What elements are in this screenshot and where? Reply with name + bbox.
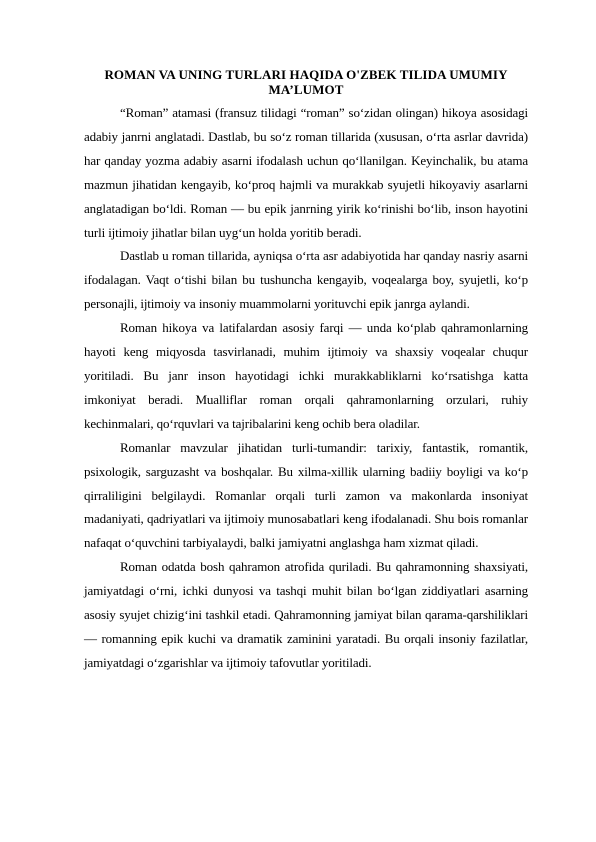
- paragraph-4: Romanlar mavzular jihatidan turli-tumandir: tarixiy, fantastik, romantik, psixologik, sarguzasht va boshqalar. Bu xilma-xillik ularning badiiy boyligi va ko‘p qirraliligini belgilaydi. Romanlar orqali turli zamon va makonlarda insoniyat madaniyati, qadriyatlari va ijtimoiy munosabatlari keng ifodalanadi. Shu bois romanlar nafaqat o‘quvchini tarbiyalaydi, balki jamiyatni anglashga ham xizmat qiladi.: [84, 439, 528, 551]
- paragraph-2: Dastlab u roman tillarida, ayniqsa o‘rta asr adabiyotida har qanday nasriy asarni ifodalagan. Vaqt o‘tishi bilan bu tushuncha kengayib, voqealarga boy, syujetli, ko‘p personajli, ijtimoiy va insoniy muammolarni yorituvchi epik janrga aylandi.: [84, 248, 528, 312]
- paragraph-5: Roman odatda bosh qahramon atrofida quriladi. Bu qahramonning shaxsiyati, jamiyatdagi o‘rni, ichki dunyosi va tashqi muhit bilan bo‘lgan ziddiyatlari asarning asosiy syujet chizig‘ini tashkil etadi. Qahramonning jamiyat bilan qarama-qarshiliklari — romanning epik kuchi va dramatik zaminini yaratadi. Bu orqali insoniy fazilatlar, jamiyatdagi o‘zgarishlar va ijtimoiy tafovutlar yoritiladi.: [84, 559, 528, 670]
- paragraph-1: “Roman” atamasi (fransuz tilidagi “roman” so‘zidan olingan) hikoya asosidagi adabiy janrni anglatadi. Dastlab, bu so‘z roman tillarida (xususan, o‘rta asrlar davrida) har qanday yozma adabiy asarni ifodalash uchun qo‘llanilgan. Keyinchalik, bu atama mazmun jihatidan kengayib, ko‘proq hajmli va murakkab syujetli hikoyaviy asarlarni anglatadigan bo‘ldi. Roman — bu epik janrning yirik ko‘rinishi bo‘lib, inson hayotini turli ijtimoiy jihatlar bilan uyg‘un holda yoritib beradi.: [84, 105, 528, 240]
- document-page: [84, 67, 528, 675]
- document-title: ROMAN VA UNING TURLARI HAQIDA O'ZBEK TILIDA UMUMIY MA’LUMOT: [104, 67, 508, 97]
- paragraph-3: Roman hikoya va latifalardan asosiy farqi — unda ko‘plab qahramonlarning hayoti keng miqyosda tasvirlanadi, muhim ijtimoiy va shaxsiy voqealar chuqur yoritiladi. Bu janr inson hayotidagi ichki murakkabliklarni ko‘rsatishga katta imkoniyat beradi. Mualliflar roman orqali qahramonlarning orzulari, ruhiy kechinmalari, qo‘rquvlari va tajribalarini keng ochib bera oladilar.: [84, 320, 528, 431]
